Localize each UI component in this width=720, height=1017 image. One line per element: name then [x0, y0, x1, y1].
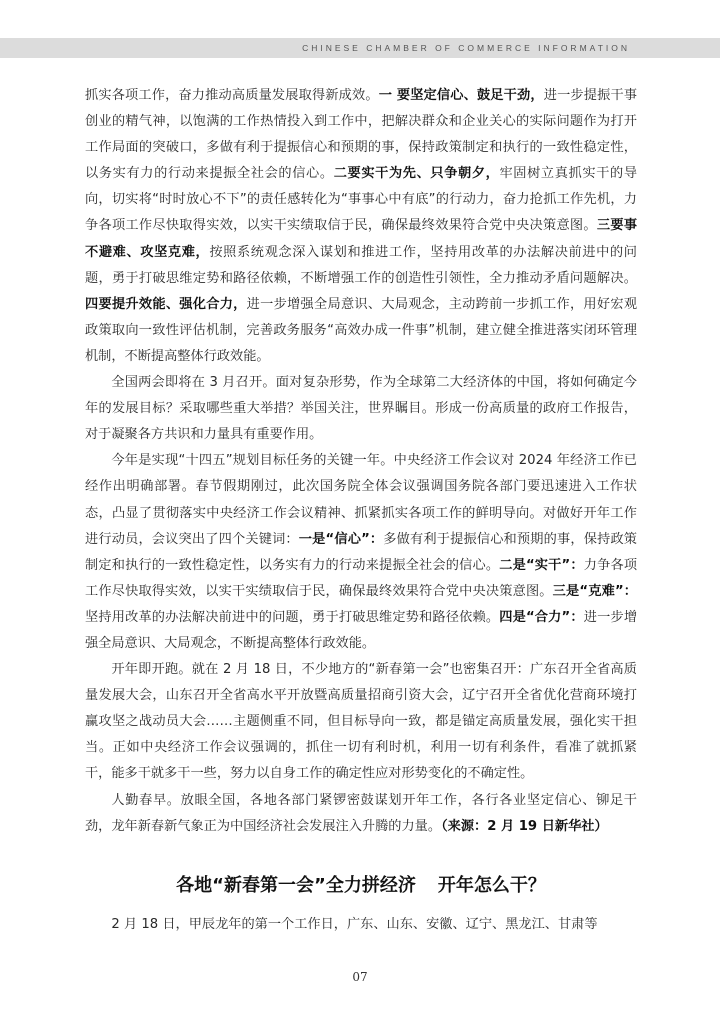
bold-phrase: 二是“实干”： — [499, 557, 584, 573]
paragraph-3 — [85, 448, 637, 657]
paragraph-text: 按照系统观念深入谋划和推进工作，坚持用改革的办法解决前进中的问题，勇于打破思维定势和路径依赖，不断增强工作的创造性引领性，全力推动矛盾问题解决。 — [85, 244, 637, 286]
paragraph-text: 抓实各项工作，奋力推动高质量发展取得新成效。 — [85, 88, 379, 103]
paragraph-text: 多做有利于提振信心和预期的事，保持政策制定和执行的一致性稳定性，以务实有力的行动来提振全社会的信心。 — [85, 531, 637, 573]
article-body — [85, 83, 637, 840]
page-number: 07 — [352, 970, 368, 984]
paragraph-text: 全国两会即将在 3 月召开。面对复杂形势，作为全球第二大经济体的中国，将如何确定今年的发展目标？采取哪些重大举措？举国关注，世界瞩目。形成一份高质量的政府工作报告，对于凝聚各方共识和力量具有重要作用。 — [85, 375, 637, 443]
paragraph-1 — [85, 83, 637, 370]
bold-phrase: 三要事不避难、攻坚克难， — [85, 218, 638, 260]
paragraph-text: 力争各项工作尽快取得实效，以实干实绩取信于民，确保最终效果符合党中央决策意图。 — [85, 557, 638, 599]
paragraph-text: 开年即开跑。就在 2 月 18 日，不少地方的“新春第一会”也密集召开：广东召开全省高质量发展大会，山东召开全省高水平开放暨高质量招商引资大会，辽宁召开全省优化营商环境打赢攻坚之战动员大会……主题侧重不同，但目标导向一致，都是锚定高质量发展，强化实干担当。正如中央经济工作会议强调的，抓住一切有利时机，利用一切有利条件，看准了就抓紧干，能多干就多干一些，努力以自身工作的确定性应对形势变化的不确定性。 — [85, 662, 637, 782]
bold-phrase: 一是“信心”： — [298, 531, 384, 547]
header-title: CHINESE CHAMBER OF COMMERCE INFORMATION — [302, 43, 630, 53]
paragraph-5 — [85, 788, 637, 840]
paragraph-2 — [85, 370, 637, 448]
heading-part-1: 各地“新春第一会”全力拼经济 — [176, 875, 416, 896]
article-heading — [85, 872, 637, 900]
paragraph-text: 今年是实现“十四五”规划目标任务的关键一年。中央经济工作会议对 2024 年经济工作已经作出明确部署。春节假期刚过，此次国务院全体会议强调国务院各部门要迅速进入工作状态，凸显了贯彻落实中央经济工作会议精神、抓紧抓实各项工作的鲜明导向。对做好开年工作进行动员，会议突出了四个关键词： — [85, 453, 637, 547]
paragraph-text: 人勤春早。放眼全国，各地各部门紧锣密鼓谋划开年工作，各行各业坚定信心、铆足干劲，龙年新春新气象正为中国经济社会发展注入升腾的力量。 — [85, 792, 637, 834]
paragraph-text: 进一步增强全局意识、大局观念，主动跨前一步抓工作，用好宏观政策取向一致性评估机制，完善政务服务“高效办成一件事”机制，建立健全推进落实闭环管理机制，不断提高整体行政效能。 — [85, 296, 638, 364]
paragraph-text: 进一步增强全局意识、大局观念，不断提高整体行政效能。 — [85, 609, 638, 651]
source-citation: （来源：2 月 19 日新华社） — [441, 818, 608, 834]
bold-phrase: 三是“克难”： — [552, 583, 637, 599]
heading-part-2: 开年怎么干？ — [437, 875, 546, 896]
bold-phrase: 四要提升效能、强化合力， — [85, 296, 247, 312]
paragraph-text: 进一步提振干事创业的精气神，以饱满的工作热情投入到工作中，把解决群众和企业关心的实际问题作为打开工作局面的突破口，多做有利于提振信心和预期的事，保持政策制定和执行的一致性稳定性，以务实有力的行动来提振全社会的信心。 — [85, 88, 638, 182]
bold-phrase: 二要实干为先、只争朝夕， — [333, 166, 500, 182]
paragraph-4 — [85, 657, 637, 787]
bold-phrase: 四是“合力”： — [499, 609, 584, 625]
bold-phrase: 一 要坚定信心、鼓足干劲， — [378, 88, 544, 103]
paragraph-text: 坚持用改革的办法解决前进中的问题，勇于打破思维定势和路径依赖。 — [85, 609, 500, 625]
paragraph-text: 牢固树立真抓实干的导向，切实将“时时放心不下”的责任感转化为“事事心中有底”的行动力，奋力抢抓工作先机，力争各项工作尽快取得实效，以实干实绩取信于民，确保最终效果符合党中央决策意图。 — [85, 166, 638, 234]
next-article-paragraph: 2 月 18 日，甲辰龙年的第一个工作日，广东、山东、安徽、辽宁、黑龙江、甘肃等 — [111, 917, 598, 932]
